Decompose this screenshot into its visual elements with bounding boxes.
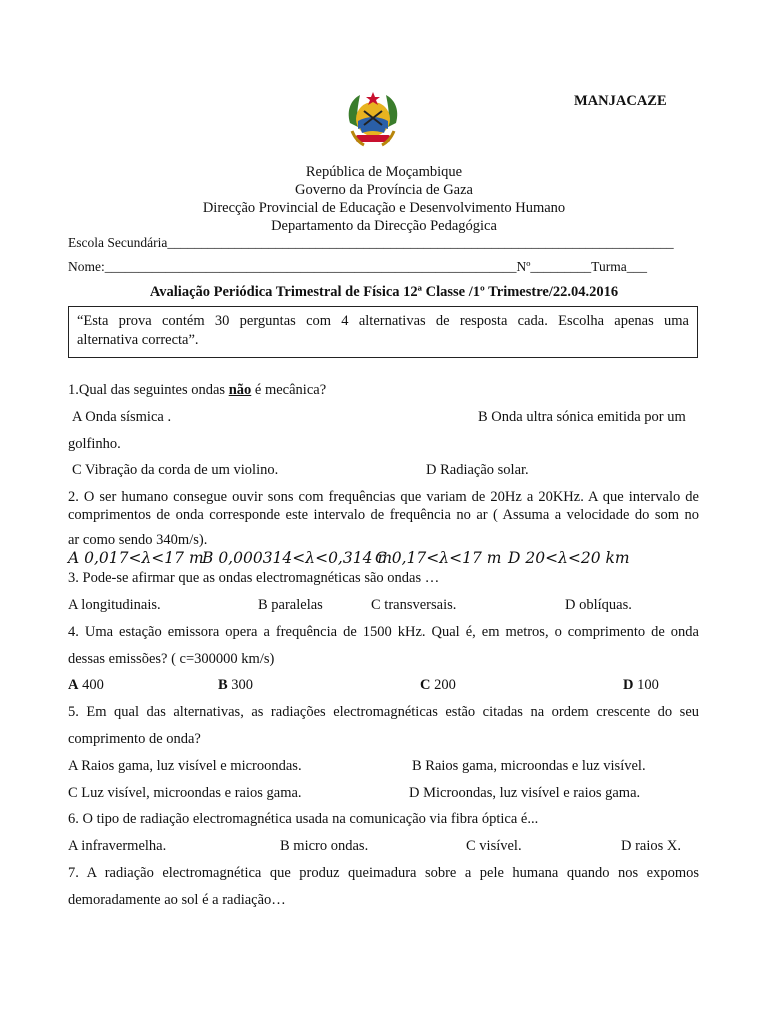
- q4-option-b: [218, 677, 253, 694]
- header-line-republic: República de Moçambique: [305, 164, 463, 180]
- header-line-directorate: Direcção Provincial de Educação e Desenvolvimento Humano: [202, 200, 566, 216]
- question-6: 6. O tipo de radiação electromagnética usada na comunicação via fibra óptica é...: [68, 811, 539, 827]
- q1-option-d: D Radiação solar.: [426, 462, 529, 478]
- q2-option-d: D 20<λ<20 km: [508, 549, 630, 567]
- question-4-line-1: 4. Uma estação emissora opera a frequência de 1500 kHz. Qual é, em metros, o comprimento de onda: [68, 624, 699, 640]
- question-7-line-2: demoradamente ao sol é a radiação…: [68, 892, 286, 908]
- q4-option-c-letter: C: [420, 677, 431, 693]
- name-field-line: Nome:_____________________________________________________________Nº_________Turma___: [68, 259, 647, 274]
- school-field-line: Escola Secundária___________________________________________________________________________: [68, 235, 674, 250]
- question-1-emphasis: não: [228, 382, 252, 398]
- q2-option-c: C 0,17<λ<17 m: [375, 549, 502, 567]
- q1-option-b: B Onda ultra sónica emitida por um: [478, 409, 686, 425]
- question-5-line-1: 5. Em qual das alternativas, as radiações electromagnéticas estão citadas na ordem crescente do seu: [68, 704, 699, 720]
- q6-option-d: D raios X.: [621, 838, 682, 854]
- q4-option-a: [68, 677, 104, 694]
- question-2-line-2: comprimentos de onda corresponde este intervalo de frequência no ar ( Assuma a velocidade do som no: [68, 507, 699, 523]
- q4-option-c: [420, 677, 456, 694]
- q3-option-b: B paralelas: [258, 597, 323, 613]
- question-1-suffix: é mecânica?: [251, 382, 327, 398]
- question-1-prefix: 1.Qual das seguintes ondas: [68, 382, 229, 398]
- instructions-line-2: alternativa correcta”.: [77, 332, 199, 348]
- instructions-line-1: “Esta prova contém 30 perguntas com 4 alternativas de resposta cada. Escolha apenas uma: [77, 313, 689, 329]
- q4-option-a-letter: A: [68, 677, 79, 693]
- q6-option-b: B micro ondas.: [280, 838, 369, 854]
- q5-option-a: A Raios gama, luz visível e microondas.: [68, 758, 302, 774]
- q1-option-b-continued: golfinho.: [68, 436, 121, 452]
- question-7-line-1: 7. A radiação electromagnética que produz queimadura sobre a pele humana quando nos expomos: [68, 865, 699, 881]
- q4-option-b-letter: B: [218, 677, 228, 693]
- q5-option-b: B Raios gama, microondas e luz visível.: [412, 758, 646, 774]
- q5-option-d: D Microondas, luz visível e raios gama.: [409, 785, 641, 801]
- question-5-line-2: comprimento de onda?: [68, 731, 201, 747]
- q5-option-c: C Luz visível, microondas e raios gama.: [68, 785, 302, 801]
- q2-option-a: A 0,017<λ<17 m: [68, 549, 204, 567]
- q3-option-a: A longitudinais.: [68, 597, 161, 613]
- question-1: [68, 382, 326, 399]
- q4-option-d-value: 100: [633, 677, 659, 693]
- exam-title: Avaliação Periódica Trimestral de Física 12ª Classe /1º Trimestre/22.04.2016: [149, 284, 619, 300]
- instructions-box: [68, 306, 698, 358]
- q3-option-c: C transversais.: [371, 597, 457, 613]
- q4-option-d: [623, 677, 659, 694]
- q4-option-d-letter: D: [623, 677, 634, 693]
- header-line-department: Departamento da Direcção Pedagógica: [271, 218, 497, 234]
- q1-option-a: A Onda sísmica .: [72, 409, 172, 425]
- q4-option-a-value: 400: [78, 677, 104, 693]
- question-3: 3. Pode-se afirmar que as ondas electromagnéticas são ondas …: [68, 570, 440, 586]
- question-4-line-2: dessas emissões? ( c=300000 km/s): [68, 651, 275, 667]
- q6-option-c: C visível.: [466, 838, 522, 854]
- q4-option-b-value: 300: [227, 677, 254, 693]
- q3-option-d: D oblíquas.: [565, 597, 632, 613]
- header-line-government: Governo da Província de Gaza: [295, 182, 473, 198]
- q4-option-c-value: 200: [430, 677, 456, 693]
- question-2-line-1: 2. O ser humano consegue ouvir sons com frequências que variam de 20Hz a 20KHz. A que intervalo de: [68, 489, 699, 505]
- q1-option-c: C Vibração da corda de um violino.: [72, 462, 279, 478]
- q2-option-b: B 0,000314<λ<0,314 m: [202, 549, 393, 567]
- coat-of-arms-emblem: [342, 89, 404, 151]
- q6-option-a: A infravermelha.: [68, 838, 167, 854]
- location-label: MANJACAZE: [574, 93, 667, 109]
- question-2-line-3: ar como sendo 340m/s).: [68, 532, 208, 548]
